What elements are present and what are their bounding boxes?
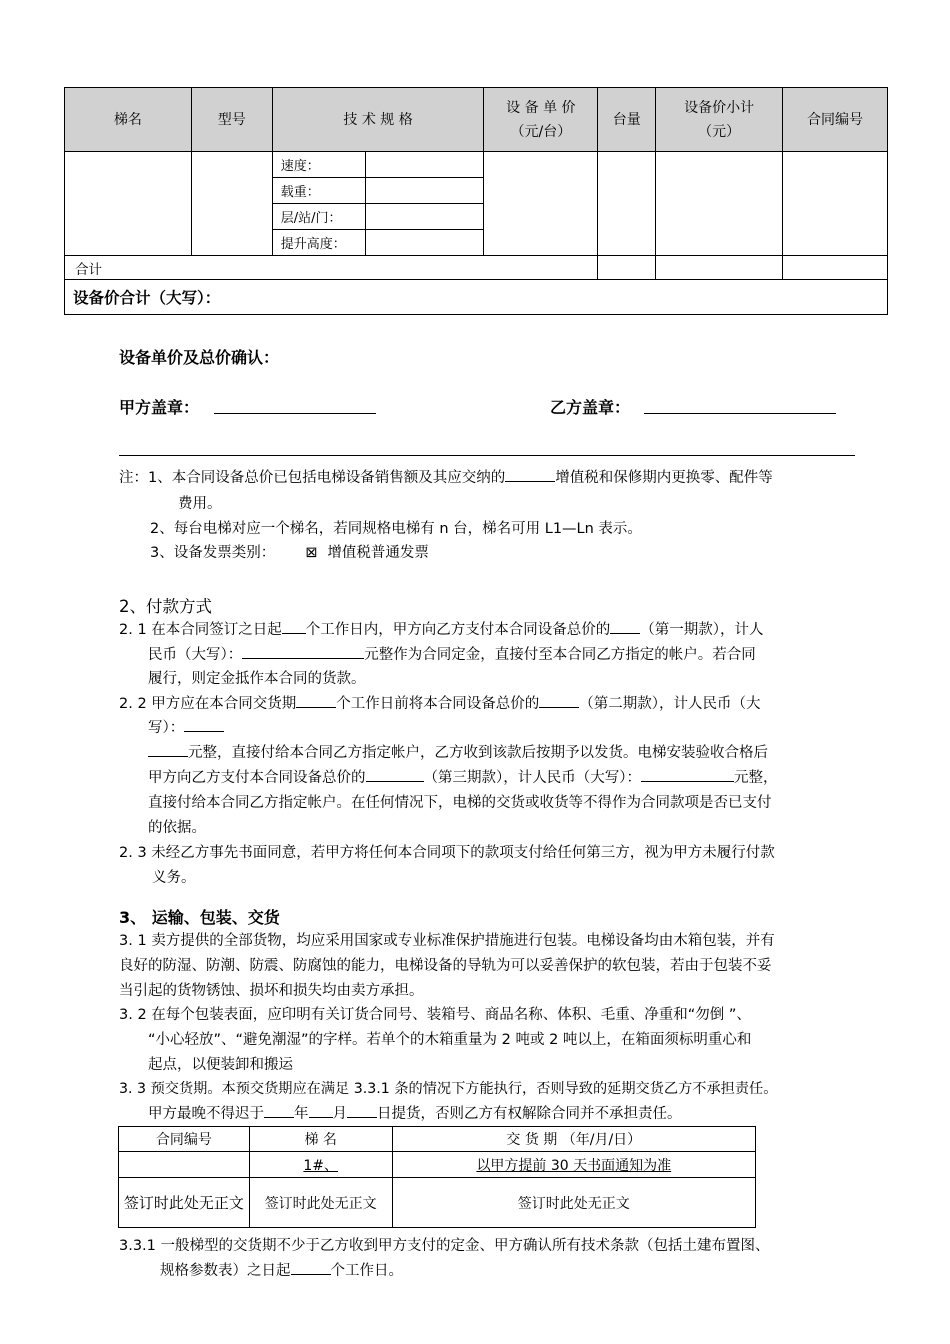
clause-2-2-line2: 写）：: [148, 718, 224, 738]
clause-2-2-line6: 的依据。: [148, 820, 206, 836]
clause-2-1-line2: 民币（大写）： 元整作为合同定金，直接付至本合同乙方指定的帐户。若合同: [148, 647, 756, 663]
header-lift-name: 梯名: [65, 88, 192, 152]
total-label: 合计: [65, 256, 598, 280]
party-b-seal-line: [644, 413, 836, 414]
party-a-seal-label: 甲方盖章：: [119, 398, 200, 417]
clause-3-3-1: 3.3.1 一般梯型的交货期不少于乙方收到甲方支付的定金、甲方确认所有技术条款（包括土建布置图、: [119, 1238, 770, 1254]
header-unit-price: 设 备 单 价 （元/台）: [484, 88, 598, 152]
clause-2-2-line5: 直接付给本合同乙方指定帐户。在任何情况下，电梯的交货或收货等不得作为合同款项是否已支付: [148, 795, 772, 811]
equipment-table: [64, 87, 888, 315]
cell-quantity: [598, 152, 656, 256]
spec-speed-label: 速度：: [272, 152, 365, 178]
cell-contract-no: [783, 152, 888, 256]
spec-load-label: 载重：: [272, 178, 365, 204]
delivery-header-lift: 梯 名: [249, 1127, 392, 1152]
clause-3-3-line2: 甲方最晚不得迟于 年 月 日提货，否则乙方有权解除合同并不承担责任。: [148, 1106, 682, 1122]
delivery-row2-date: 签订时此处无正文: [392, 1178, 755, 1228]
spec-floors-value: [365, 204, 484, 230]
note-1: 注：1、本合同设备总价已包括电梯设备销售额及其应交纳的 增值税和保修期内更换零、配件等: [119, 470, 773, 486]
spec-height-label: 提升高度：: [272, 230, 365, 256]
total-contract: [783, 256, 888, 280]
separator-line: [119, 455, 855, 456]
clause-3-1-line2: 良好的防湿、防潮、防震、防腐蚀的能力，电梯设备的导轨为可以妥善保护的软包装，若由于包装不妥: [119, 958, 772, 974]
total-quantity: [598, 256, 656, 280]
payment-title: 2、付款方式: [119, 597, 212, 616]
party-a-seal-line: [214, 413, 376, 414]
delivery-row2-contract: 签订时此处无正文: [119, 1178, 250, 1228]
delivery-row1-contract: [119, 1152, 250, 1178]
delivery-header-date: 交 货 期 （年/月/日）: [392, 1127, 755, 1152]
clause-2-2-line4: 甲方向乙方支付本合同设备总价的 （第三期款），计人民币（大写）： 元整，: [148, 770, 778, 786]
delivery-header-contract: 合同编号: [119, 1127, 250, 1152]
total-caps-label: 设备价合计（大写）：: [65, 280, 888, 315]
delivery-row2-lift: 签订时此处无正文: [249, 1178, 392, 1228]
clause-2-1-line3: 履行，则定金抵作本合同的货款。: [148, 671, 366, 687]
cell-model: [191, 152, 272, 256]
clause-3-3-1-line2: 规格参数表）之日起 个工作日。: [160, 1263, 403, 1279]
clause-2-2: 2. 2 甲方应在本合同交货期 个工作日前将本合同设备总价的 （第二期款），计人民币（大: [119, 696, 761, 712]
clause-3-2-line3: 起点，以便装卸和搬运: [148, 1057, 293, 1073]
spec-load-value: [365, 178, 484, 204]
header-spec: 技 术 规 格: [272, 88, 484, 152]
note-1-cont: 费用。: [178, 496, 222, 512]
clause-2-3-line2: 义务。: [152, 870, 196, 886]
cell-lift-name: [65, 152, 192, 256]
delivery-title: 3、 运输、包装、交货: [119, 908, 280, 927]
cell-unit-price: [484, 152, 598, 256]
delivery-row1-date: 以甲方提前 30 天书面通知为准: [392, 1152, 755, 1178]
header-contract-no: 合同编号: [783, 88, 888, 152]
delivery-row1-lift: 1#、: [249, 1152, 392, 1178]
spec-floors-label: 层/站/门：: [272, 204, 365, 230]
total-subtotal: [656, 256, 783, 280]
note-3: 3、设备发票类别： ⊠ 增值税普通发票: [150, 545, 429, 561]
clause-3-2: 3. 2 在每个包装表面，应印明有关订货合同号、装箱号、商品名称、体积、毛重、净重和“勿倒 ”、: [119, 1007, 751, 1023]
clause-2-1: 2. 1 在本合同签订之日起 个工作日内，甲方向乙方支付本合同设备总价的 （第一期款），计人: [119, 622, 764, 638]
clause-3-1-line3: 当引起的货物锈蚀、损坏和损失均由卖方承担。: [119, 983, 424, 999]
checked-box-icon: ⊠: [305, 545, 318, 561]
header-quantity: 台量: [598, 88, 656, 152]
header-model: 型号: [191, 88, 272, 152]
clause-3-1: 3. 1 卖方提供的全部货物，均应采用国家或专业标准保护措施进行包装。电梯设备均由木箱包装，并有: [119, 933, 775, 949]
clause-2-3: 2. 3 未经乙方事先书面同意，若甲方将任何本合同项下的款项支付给任何第三方，视为甲方未履行付款: [119, 845, 775, 861]
clause-3-3: 3. 3 预交货期。本预交货期应在满足 3.3.1 条的情况下方能执行，否则导致的延期交货乙方不承担责任。: [119, 1081, 778, 1097]
confirm-title: 设备单价及总价确认：: [119, 348, 280, 367]
spec-height-value: [365, 230, 484, 256]
clause-2-2-line3: 元整，直接付给本合同乙方指定帐户，乙方收到该款后按期予以发货。电梯安装验收合格后: [148, 743, 768, 763]
cell-subtotal: [656, 152, 783, 256]
clause-3-2-line2: “小心轻放”、“避免潮湿”的字样。若单个的木箱重量为 2 吨或 2 吨以上，在箱面须标明重心和: [148, 1032, 752, 1048]
header-subtotal: 设备价小计 （元）: [656, 88, 783, 152]
note-2: 2、每台电梯对应一个梯名，若同规格电梯有 n 台，梯名可用 L1—Ln 表示。: [150, 521, 642, 537]
spec-speed-value: [365, 152, 484, 178]
delivery-table: [118, 1126, 756, 1228]
party-b-seal-label: 乙方盖章：: [550, 398, 631, 417]
